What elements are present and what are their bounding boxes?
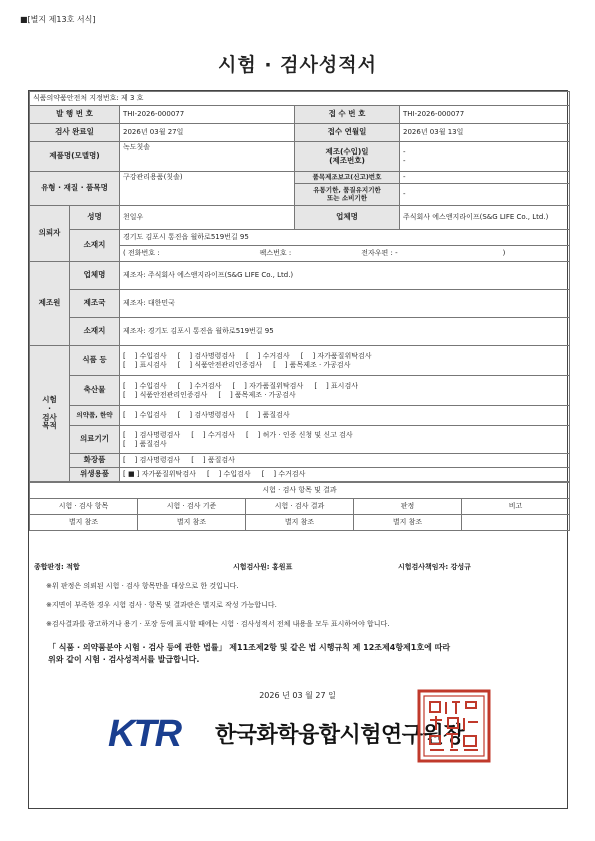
results-cell: 별지 참조 (138, 515, 246, 531)
client-address-label: 소재지 (70, 230, 120, 262)
logo-text: KTR (108, 715, 181, 751)
maker-company: 제조자: 주식회사 에스앤지라이프(S&G LIFE Co., Ltd.) (120, 262, 570, 290)
maker-label: 제조원 (30, 262, 70, 346)
purpose-row-label: 의료기기 (70, 426, 120, 454)
purpose-row-options (120, 468, 570, 482)
mfg-label-line-1: 제조(수입)일 (325, 146, 369, 156)
results-cell (462, 515, 570, 531)
purpose-label-3: 검사 (42, 412, 57, 422)
complete-date-label: 검사 완료일 (30, 124, 120, 142)
maker-address-label: 소재지 (70, 318, 120, 346)
results-header: 시험 · 검사 항목 (30, 499, 138, 515)
maker-company-label: 업체명 (70, 262, 120, 290)
purpose-line: [ ] 식품안전관리인증검사 [ ] 품목제조 · 가공검사 (123, 390, 296, 399)
purpose-line: [ ■ ] 자가품질위탁검사 [ ] 수입검사 [ ] 수거검사 (123, 470, 306, 479)
purpose-line: [ ] 수입검사 [ ] 검사명령검사 [ ] 품질검사 (123, 411, 290, 420)
client-contact (120, 246, 570, 262)
purpose-label-4: 목적 (42, 421, 57, 431)
tester: 시험검사원: 홍원표 (233, 563, 293, 571)
results-cell: 별지 참조 (246, 515, 354, 531)
statement-line-1: 「 식품 · 의약품분야 시험 · 검사 등에 관한 법률」 제11조제2항 및 같은 법 시행규칙 제 12조제4항제1호에 따라 (48, 643, 451, 652)
expiry-label-line-2: 또는 소비기한 (327, 193, 367, 202)
mfg-value-2: - (403, 156, 406, 165)
client-company-label: 업체명 (295, 206, 400, 230)
purpose-row-label: 화장품 (70, 454, 120, 468)
purpose-line: [ ] 검사명령검사 [ ] 수거검사 [ ] 허가 · 인증 신청 및 신고 검사 (123, 431, 353, 440)
email-field: 전자우편 : - (361, 249, 398, 258)
purpose-row-label: 식품 등 (70, 346, 120, 376)
client-label: 의뢰자 (30, 206, 70, 262)
expiry-label (295, 184, 400, 206)
page-title: 시험 · 검사성적서 (218, 54, 377, 76)
purpose-label-2: · (48, 403, 51, 413)
verdict: 종합판정: 적합 (34, 563, 80, 571)
purpose-label (30, 346, 70, 482)
report-table (29, 91, 570, 482)
contact-close: ) (502, 249, 506, 258)
note-item: ※검사결과를 광고하거나 용기 · 포장 등에 표시할 때에는 시험 · 검사성적서 전체 내용을 모두 표시하여야 합니다. (46, 620, 390, 628)
results-header: 비고 (462, 499, 570, 515)
purpose-row-options (120, 376, 570, 406)
results-cell: 별지 참조 (30, 515, 138, 531)
results-title: 시험 · 검사 항목 및 결과 (30, 483, 570, 499)
purpose-line: [ ] 수입검사 [ ] 검사명령검사 [ ] 수거검사 [ ] 자가품질위탁검사 (123, 352, 372, 361)
results-header: 시험 · 검사 결과 (246, 499, 354, 515)
maker-country-label: 제조국 (70, 290, 120, 318)
purpose-line: [ ] 품질검사 (123, 439, 167, 448)
results-table (29, 482, 570, 531)
purpose-row-options (120, 346, 570, 376)
issue-no-label: 발 행 번 호 (30, 106, 120, 124)
purpose-row-label: 위생용품 (70, 468, 120, 482)
note-item: ※지면이 부족한 경우 시험 검사 · 항목 및 결과란은 별지로 작성 가능합니다. (46, 601, 277, 609)
receipt-no-label: 접 수 번 호 (295, 106, 400, 124)
ktr-logo (108, 715, 212, 751)
manager: 시험검사책임자: 강성규 (398, 563, 471, 571)
report-no-label: 품목제조보고(신고)번호 (295, 172, 400, 184)
statement-line-2: 위와 같이 시험 · 검사성적서를 발급합니다. (48, 654, 200, 664)
client-name: 천일우 (120, 206, 295, 230)
official-seal-icon (416, 688, 492, 764)
purpose-line: [ ] 표시검사 [ ] 식품안전관리인증검사 [ ] 품목제조 · 가공검사 (123, 360, 351, 369)
purpose-label-1: 시험 (42, 395, 57, 405)
fax-field: 팩스번호 : (259, 249, 292, 258)
client-name-label: 성명 (70, 206, 120, 230)
purpose-row-label: 의약품, 한약 (70, 406, 120, 426)
mfg-value (400, 142, 570, 172)
results-header: 시험 · 검사 기준 (138, 499, 246, 515)
maker-country: 제조자: 대한민국 (120, 290, 570, 318)
phone-field: ( 전화번호 : (123, 249, 160, 258)
form-number: ■[별지 제13호 서식] (20, 15, 96, 24)
note-item: ※위 판정은 의뢰된 시험 · 검사 항목만을 대상으로 한 것입니다. (46, 582, 239, 590)
mfg-label (295, 142, 400, 172)
purpose-row-options (120, 406, 570, 426)
purpose-line: [ ] 수입검사 [ ] 수거검사 [ ] 자가품질위탁검사 [ ] 표시검사 (123, 382, 358, 391)
org-name: 한국화학융합시험연구원장 (215, 723, 465, 748)
mfg-value-1: - (403, 148, 406, 157)
product-name-label: 제품명(모델명) (30, 142, 120, 172)
results-cell: 별지 참조 (354, 515, 462, 531)
issue-no: THI-2026-000077 (120, 106, 295, 124)
results-header: 판정 (354, 499, 462, 515)
mfg-label-line-2: (제조번호) (329, 155, 365, 165)
receipt-date: 2026년 03월 13일 (400, 124, 570, 142)
report-no-value: - (400, 172, 570, 184)
expiry-label-line-1: 유통기한, 품질유지기한 (313, 186, 381, 195)
purpose-row-options (120, 426, 570, 454)
type-value: 구강관리용품(칫솔) (120, 172, 295, 206)
receipt-date-label: 접수 연월일 (295, 124, 400, 142)
issuance-statement (48, 642, 548, 665)
expiry-value: - (400, 184, 570, 206)
maker-address: 제조자: 경기도 김포시 통진읍 월하로519번길 95 (120, 318, 570, 346)
purpose-row-options (120, 454, 570, 468)
client-address: 경기도 김포시 통진읍 월하로519번길 95 (120, 230, 570, 246)
purpose-row-label: 축산물 (70, 376, 120, 406)
product-name: 녹도칫솔 (120, 142, 295, 172)
receipt-no: THI-2026-000077 (400, 106, 570, 124)
client-company: 주식회사 에스앤지라이프(S&G LIFE Co., Ltd.) (400, 206, 570, 230)
type-label: 유형 · 재질 · 품목명 (30, 172, 120, 206)
complete-date: 2026년 03월 27일 (120, 124, 295, 142)
purpose-line: [ ] 검사명령검사 [ ] 품질검사 (123, 456, 235, 465)
designation: 식품의약품안전처 지정번호: 제 3 호 (30, 92, 570, 106)
issue-date: 2026 년 03 월 27 일 (259, 691, 336, 700)
